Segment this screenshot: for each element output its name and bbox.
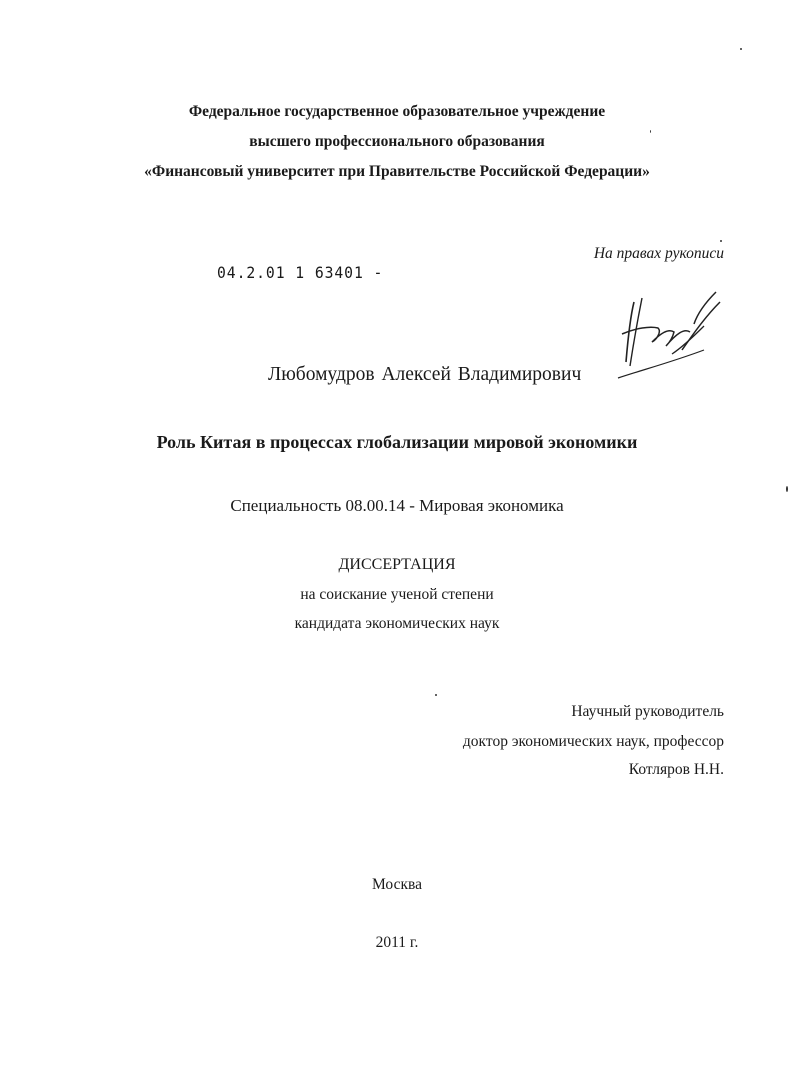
supervisor-degree: доктор экономических наук, профессор: [462, 733, 724, 750]
dissertation-label: ДИССЕРТАЦИЯ: [338, 556, 456, 573]
handwritten-signature: [612, 288, 728, 384]
supervisor-role: Научный руководитель: [571, 703, 724, 720]
institution-line-1: Федеральное государственное образовательное учреждение: [188, 103, 606, 120]
scan-speck: [435, 694, 437, 696]
registration-stamp-number: 04.2.01 1 63401 -: [217, 263, 384, 282]
year: 2011 г.: [375, 934, 419, 951]
institution-line-2: высшего профессионального образования: [249, 133, 545, 150]
degree-line-1: на соискание ученой степени: [300, 586, 494, 603]
degree-line-2: кандидата экономических наук: [294, 615, 500, 632]
institution-line-3: «Финансовый университет при Правительстве Российской Федерации»: [144, 163, 650, 180]
specialty: Специальность 08.00.14 - Мировая экономика: [230, 496, 564, 515]
scan-speck: [740, 48, 742, 50]
supervisor-name: Котляров Н.Н.: [628, 761, 724, 778]
scan-speck: [650, 130, 651, 133]
rights-note: На правах рукописи: [593, 245, 724, 262]
dissertation-title: Роль Китая в процессах глобализации мировой экономики: [156, 432, 638, 452]
city: Москва: [372, 876, 422, 893]
scan-speck: [720, 240, 722, 242]
author-name: Любомудров Алексей Владимирович: [268, 364, 582, 385]
scan-speck: [786, 486, 788, 492]
